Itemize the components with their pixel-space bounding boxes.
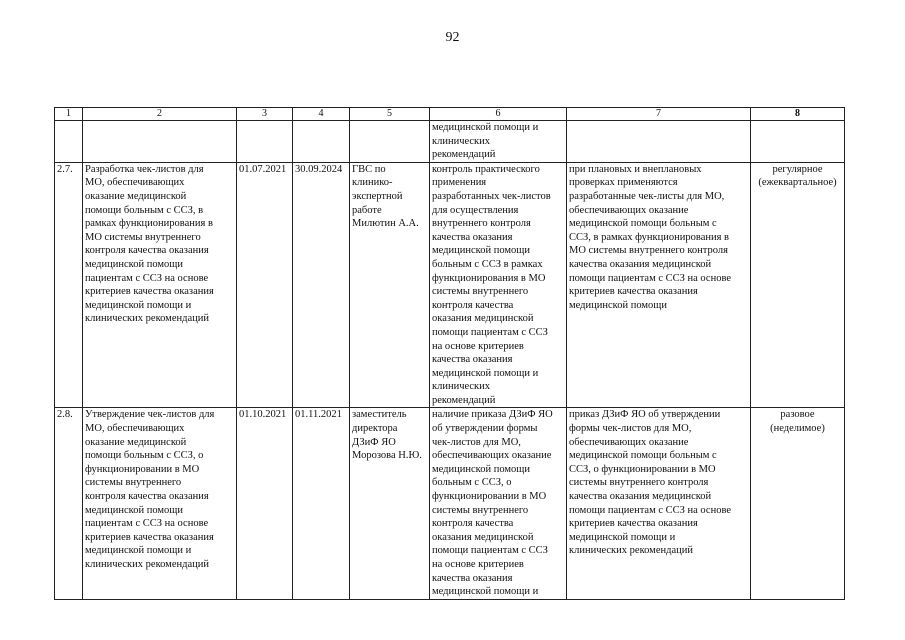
- cell-end: 01.11.2021: [293, 408, 350, 599]
- cell-frequency: [751, 121, 845, 163]
- cell-frequency: разовое (неделимое): [751, 408, 845, 599]
- header-cell: 4: [293, 108, 350, 121]
- header-cell: 8: [751, 108, 845, 121]
- header-cell: 6: [430, 108, 567, 121]
- header-cell: 2: [83, 108, 237, 121]
- table-row: [55, 408, 845, 599]
- cell-num: [55, 121, 83, 163]
- cell-name: Разработка чек-листов для МО, обеспечивающих оказание медицинской помощи больным с ССЗ, в рамках функционирования в МО системы внутреннего контроля качества оказания медицинской помощи пациентам с ССЗ на основе критериев качества оказания медицинской помощи и клинических рекомендаций: [83, 162, 237, 408]
- table-row: [55, 121, 845, 163]
- cell-name: [83, 121, 237, 163]
- cell-start: [237, 121, 293, 163]
- cell-num: 2.8.: [55, 408, 83, 599]
- cell-name: Утверждение чек-листов для МО, обеспечивающих оказание медицинской помощи больным с ССЗ, о функционировании в МО системы внутреннего контроля качества оказания медицинской помощи пациентам с ССЗ на основе критериев качества оказания медицинской помощи и клинических рекомендаций: [83, 408, 237, 599]
- cell-num: 2.7.: [55, 162, 83, 408]
- cell-indicator: контроль практического применения разработанных чек-листов для осуществления внутреннего контроля качества оказания медицинской помощи больным с ССЗ в рамках функционирования в МО системы внутреннего контроля качества оказания медицинской помощи пациентам с ССЗ на основе критериев качества оказания медицинской помощи и клинических рекомендаций: [430, 162, 567, 408]
- cell-responsible: ГВС по клинико- экспертной работе Милютин А.А.: [350, 162, 430, 408]
- cell-result: при плановых и внеплановых проверках применяются разработанные чек-листы для МО, обеспечивающих оказание медицинской помощи больным с ССЗ, в рамках функционирования в МО системы внутреннего контроля качества оказания медицинской помощи пациентам с ССЗ на основе критериев качества оказания медицинской помощи: [567, 162, 751, 408]
- cell-end: [293, 121, 350, 163]
- plan-table: [54, 107, 845, 600]
- header-cell: 1: [55, 108, 83, 121]
- cell-indicator: наличие приказа ДЗиФ ЯО об утверждении формы чек-листов для МО, обеспечивающих оказание медицинской помощи больным с ССЗ, о функционировании в МО системы внутреннего контроля качества оказания медицинской помощи пациентам с ССЗ на основе критериев качества оказания медицинской помощи и: [430, 408, 567, 599]
- header-cell: 7: [567, 108, 751, 121]
- header-cell: 3: [237, 108, 293, 121]
- page-number: 92: [445, 30, 460, 45]
- cell-end: 30.09.2024: [293, 162, 350, 408]
- header-row: [55, 108, 845, 121]
- cell-indicator: медицинской помощи и клинических рекомендаций: [430, 121, 567, 163]
- table-row: [55, 162, 845, 408]
- cell-result: [567, 121, 751, 163]
- cell-start: 01.07.2021: [237, 162, 293, 408]
- header-cell: 5: [350, 108, 430, 121]
- cell-result: приказ ДЗиФ ЯО об утверждении формы чек-листов для МО, обеспечивающих оказание медицинской помощи больным с ССЗ, о функционировании в МО системы внутреннего контроля качества оказания медицинской помощи пациентам с ССЗ на основе критериев качества оказания медицинской помощи и клинических рекомендаций: [567, 408, 751, 599]
- cell-responsible: [350, 121, 430, 163]
- cell-start: 01.10.2021: [237, 408, 293, 599]
- cell-frequency: регулярное (ежеквартальное): [751, 162, 845, 408]
- cell-responsible: заместитель директора ДЗиФ ЯО Морозова Н.Ю.: [350, 408, 430, 599]
